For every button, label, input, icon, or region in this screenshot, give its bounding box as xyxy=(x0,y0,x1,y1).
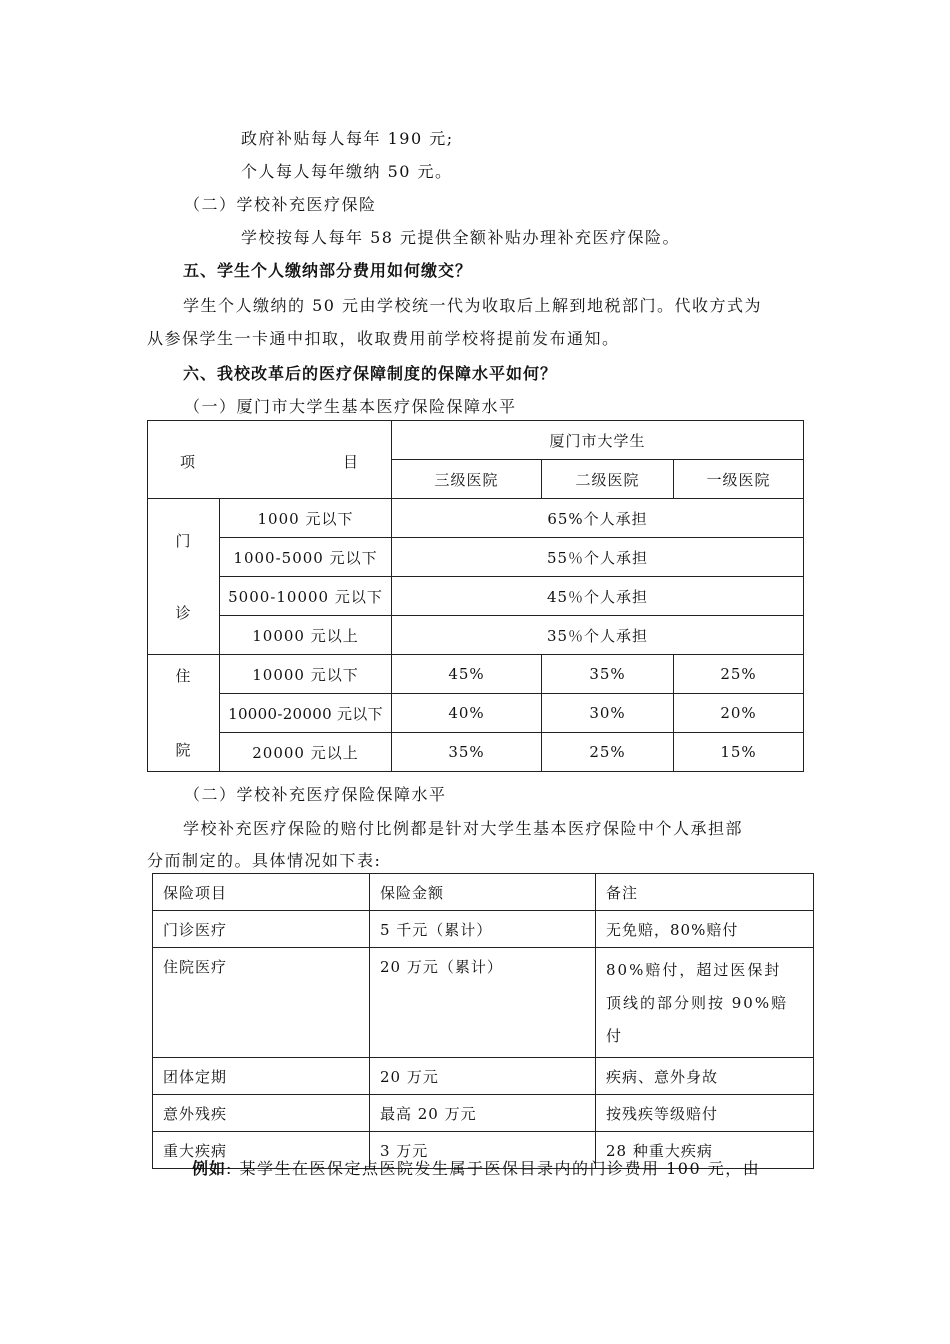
value-cell: 45％个人承担 xyxy=(392,577,804,616)
subsection-heading: （二）学校补充医疗保险 xyxy=(184,195,377,214)
note-line: 80%赔付，超过医保封 xyxy=(606,961,782,979)
supplementary-insurance-table xyxy=(152,873,814,1169)
header-hospital: 一级医院 xyxy=(674,460,804,499)
value-cell: 20% xyxy=(674,694,804,733)
outpatient-label: 门 诊 xyxy=(148,499,220,655)
value-cell: 40% xyxy=(392,694,542,733)
amount-cell: 20 万元 xyxy=(370,1058,596,1095)
value-cell: 45% xyxy=(392,655,542,694)
item-cell: 团体定期 xyxy=(153,1058,370,1095)
note-cell: 28 种重大疾病 xyxy=(596,1132,814,1169)
text-line: 学校按每人每年 58 元提供全额补贴办理补充医疗保险。 xyxy=(241,228,681,247)
paragraph-line: 学校补充医疗保险的赔付比例都是针对大学生基本医疗保险中个人承担部 xyxy=(183,819,744,838)
inpatient-label: 住 院 xyxy=(148,655,220,772)
header-cell: 保险项目 xyxy=(153,874,370,911)
subsection-heading: （二）学校补充医疗保险保障水平 xyxy=(184,785,447,804)
value-cell: 35% xyxy=(392,733,542,772)
basic-insurance-table xyxy=(147,420,804,772)
range-cell: 1000 元以下 xyxy=(220,499,392,538)
subsection-heading: （一）厦门市大学生基本医疗保险保障水平 xyxy=(184,397,517,416)
example-line xyxy=(192,1157,760,1181)
item-cell: 住院医疗 xyxy=(153,948,370,1058)
value-cell: 25% xyxy=(542,733,674,772)
item-cell: 门诊医疗 xyxy=(153,911,370,948)
amount-cell: 最高 20 万元 xyxy=(370,1095,596,1132)
note-line: 顶线的部分则按 90%赔 xyxy=(606,994,789,1012)
text-line: 个人每人每年缴纳 50 元。 xyxy=(241,162,453,181)
note-cell xyxy=(596,948,814,1058)
value-cell: 65%个人承担 xyxy=(392,499,804,538)
section-heading: 六、我校改革后的医疗保障制度的保障水平如何？ xyxy=(183,364,558,383)
value-cell: 35% xyxy=(542,655,674,694)
amount-cell: 5 千元（累计） xyxy=(370,911,596,948)
header-cell: 备注 xyxy=(596,874,814,911)
header-item: 项 目 xyxy=(148,421,392,499)
text-line: 政府补贴每人每年 190 元; xyxy=(241,129,454,148)
item-cell: 重大疾病 xyxy=(153,1132,370,1169)
amount-cell: 20 万元（累计） xyxy=(370,948,596,1058)
range-cell: 10000 元以上 xyxy=(220,616,392,655)
header-group: 厦门市大学生 xyxy=(392,421,804,460)
note-cell: 按残疾等级赔付 xyxy=(596,1095,814,1132)
paragraph-line: 分而制定的。具体情况如下表: xyxy=(147,851,382,870)
range-cell: 5000-10000 元以下 xyxy=(220,577,392,616)
header-hospital: 三级医院 xyxy=(392,460,542,499)
note-line: 付 xyxy=(606,1027,624,1045)
value-cell: 55％个人承担 xyxy=(392,538,804,577)
note-cell: 无免赔，80%赔付 xyxy=(596,911,814,948)
value-cell: 30% xyxy=(542,694,674,733)
value-cell: 35％个人承担 xyxy=(392,616,804,655)
paragraph-line: 从参保学生一卡通中扣取，收取费用前学校将提前发布通知。 xyxy=(147,329,620,348)
example-label: 例如 xyxy=(192,1159,227,1178)
header-cell: 保险金额 xyxy=(370,874,596,911)
header-hospital: 二级医院 xyxy=(542,460,674,499)
note-cell: 疾病、意外身故 xyxy=(596,1058,814,1095)
value-cell: 15% xyxy=(674,733,804,772)
range-cell: 1000-5000 元以下 xyxy=(220,538,392,577)
value-cell: 25% xyxy=(674,655,804,694)
paragraph-line: 学生个人缴纳的 50 元由学校统一代为收取后上解到地税部门。代收方式为 xyxy=(183,296,763,315)
range-cell: 10000 元以下 xyxy=(220,655,392,694)
range-cell: 20000 元以上 xyxy=(220,733,392,772)
section-heading: 五、学生个人缴纳部分费用如何缴交？ xyxy=(183,261,473,280)
item-cell: 意外残疾 xyxy=(153,1095,370,1132)
range-cell: 10000-20000 元以下 xyxy=(220,694,392,733)
amount-cell: 3 万元 xyxy=(370,1132,596,1169)
example-text: : 某学生在医保定点医院发生属于医保目录内的门诊费用 100 元，由 xyxy=(226,1159,761,1178)
